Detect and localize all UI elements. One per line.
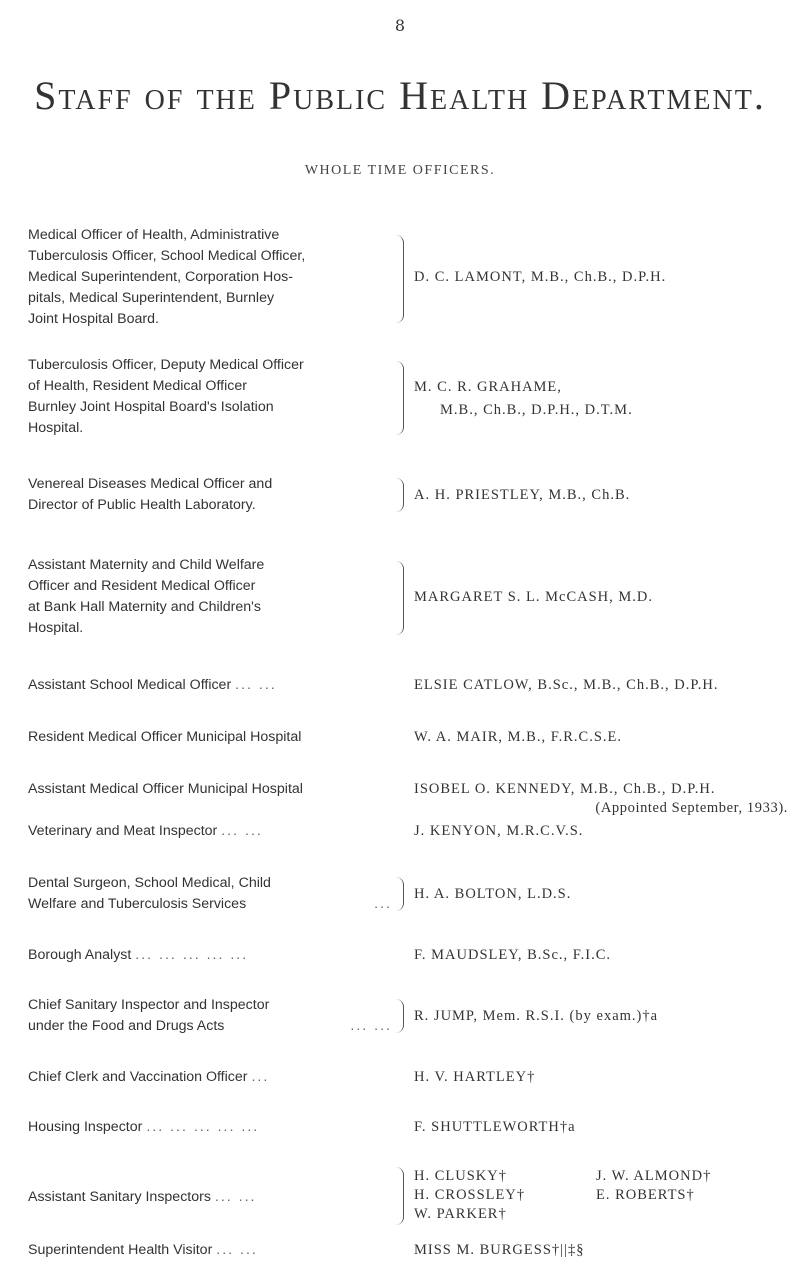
officer-name: ELSIE CATLOW, B.Sc., M.B., Ch.B., D.P.H.: [414, 677, 719, 693]
officer-name: MISS M. BURGESS†||‡§: [414, 1242, 585, 1258]
role-description: Dental Surgeon, School Medical, Child Welfare and Tuberculosis Services ...: [28, 875, 392, 912]
inspector-row: H. CROSSLEY† E. ROBERTS†: [414, 1187, 695, 1203]
role-description: Assistant Maternity and Child Welfare Officer and Resident Medical Officer at Bank Hall Maternity and Children's Hospital.: [28, 557, 265, 636]
brace: [393, 1167, 404, 1225]
role-description: Chief Clerk and Vaccination Officer ...: [28, 1069, 270, 1085]
role-description: Assistant Medical Officer Municipal Hospital: [28, 781, 303, 797]
inspector-names: [414, 1167, 711, 1224]
role-description: Housing Inspector ... ... ... ... ...: [28, 1119, 260, 1135]
appointment-note: (Appointed September, 1933).: [595, 800, 788, 816]
page-number: 8: [394, 16, 406, 35]
officer-name: F. MAUDSLEY, B.Sc., F.I.C.: [414, 947, 612, 963]
role-description: Medical Officer of Health, Administrative Tuberculosis Officer, School Medical Officer, Medical Superintendent, Corporation Hos- pitals, Medical Superintendent, Burnley Joint Hospital Board.: [28, 227, 306, 327]
inspector-row: W. PARKER†: [414, 1206, 507, 1222]
officer-name: D. C. LAMONT, M.B., Ch.B., D.P.H.: [414, 269, 667, 285]
officer-name: W. A. MAIR, M.B., F.R.C.S.E.: [414, 729, 622, 745]
section-heading: WHOLE TIME OFFICERS.: [304, 163, 496, 178]
role-description: Chief Sanitary Inspector and Inspector under the Food and Drugs Acts ... ...: [28, 997, 392, 1034]
page-title: Staff of the Public Health Department.: [34, 73, 766, 118]
role-description: Superintendent Health Visitor ... ...: [28, 1242, 258, 1258]
role-description: Assistant Sanitary Inspectors ... ...: [28, 1189, 257, 1205]
brace: [393, 999, 404, 1033]
role-description: Assistant School Medical Officer ... ...: [28, 677, 277, 693]
officer-name: F. SHUTTLEWORTH†a: [414, 1119, 576, 1135]
officer-name: A. H. PRIESTLEY, M.B., Ch.B.: [414, 487, 631, 503]
role-description: Tuberculosis Officer, Deputy Medical Officer of Health, Resident Medical Officer Burnley Joint Hospital Board's Isolation Hospital.: [28, 357, 304, 436]
brace: [393, 561, 404, 635]
brace: [393, 877, 404, 911]
role-description: Veterinary and Meat Inspector ... ...: [28, 823, 263, 839]
officer-name: J. KENYON, M.R.C.V.S.: [414, 823, 584, 839]
officer-name: H. A. BOLTON, L.D.S.: [414, 886, 572, 902]
brace: [393, 361, 404, 435]
officer-name: R. JUMP, Mem. R.S.I. (by exam.)†a: [414, 1008, 659, 1024]
role-description: Venereal Diseases Medical Officer and Director of Public Health Laboratory.: [28, 476, 273, 513]
officer-name: ISOBEL O. KENNEDY, M.B., Ch.B., D.P.H.: [414, 781, 716, 797]
role-description: Resident Medical Officer Municipal Hospital: [28, 729, 302, 745]
brace: [393, 478, 404, 512]
officer-name: H. V. HARTLEY†: [414, 1069, 536, 1085]
officer-name: MARGARET S. L. McCASH, M.D.: [414, 589, 654, 605]
inspector-row: H. CLUSKY† J. W. ALMOND†: [414, 1168, 712, 1184]
officer-name: M. C. R. GRAHAME,: [414, 379, 562, 395]
brace: [393, 235, 404, 323]
role-description: Borough Analyst ... ... ... ... ...: [28, 947, 249, 963]
officer-qualifications: M.B., Ch.B., D.P.H., D.T.M.: [440, 402, 633, 418]
